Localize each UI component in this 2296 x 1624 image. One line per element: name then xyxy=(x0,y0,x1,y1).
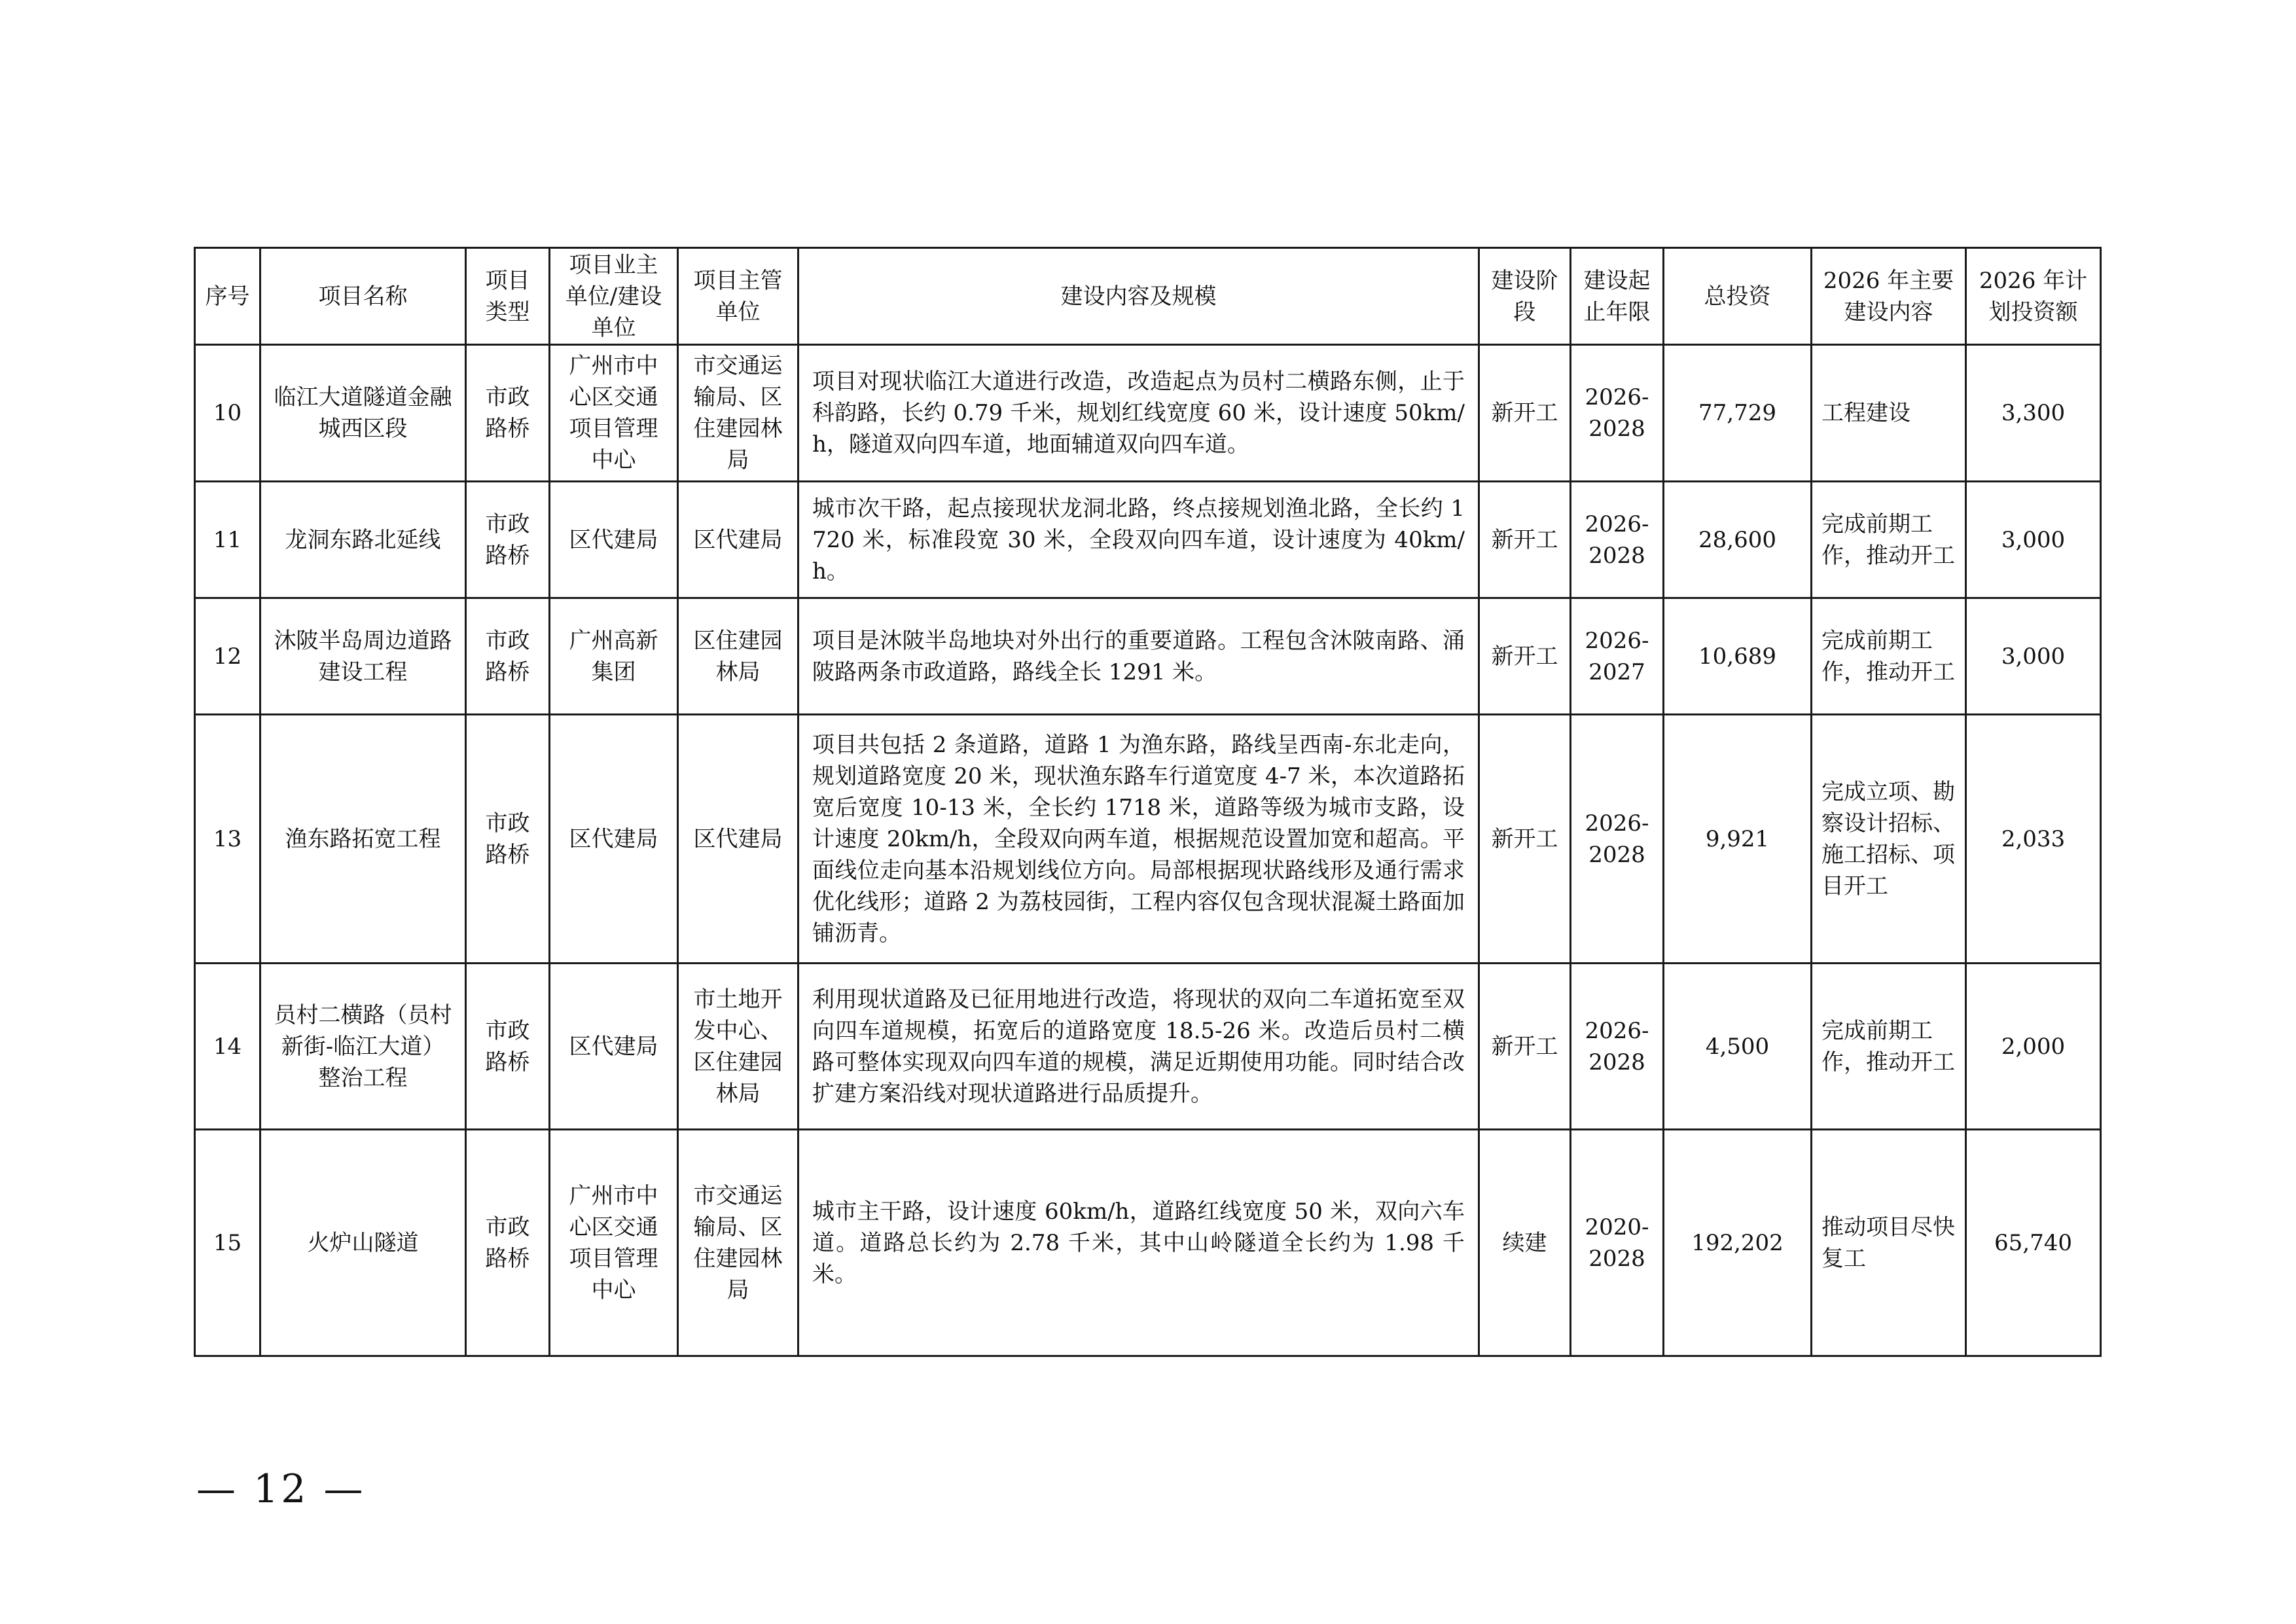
header-owner: 项目业主单位/建设单位 xyxy=(550,248,678,345)
cell-period: 2026-2028 xyxy=(1571,964,1664,1130)
cell-type: 市政路桥 xyxy=(466,482,550,598)
cell-seq: 10 xyxy=(195,345,260,482)
cell-investment: 10,689 xyxy=(1664,598,1812,715)
cell-period: 2020-2028 xyxy=(1571,1130,1664,1356)
cell-type: 市政路桥 xyxy=(466,598,550,715)
table-row xyxy=(195,715,2101,964)
cell-stage: 新开工 xyxy=(1479,345,1571,482)
cell-scope: 项目对现状临江大道进行改造，改造起点为员村二横路东侧，止于科韵路，长约 0.79 千米，规划红线宽度 60 米，设计速度 50km/h，隧道双向四车道，地面辅道双向四车道。 xyxy=(798,345,1479,482)
cell-stage: 新开工 xyxy=(1479,482,1571,598)
header-scope: 建设内容及规模 xyxy=(798,248,1479,345)
cell-name: 员村二横路（员村新街-临江大道）整治工程 xyxy=(260,964,466,1130)
cell-authority: 区代建局 xyxy=(678,482,798,598)
cell-owner: 区代建局 xyxy=(550,482,678,598)
cell-main-work: 完成立项、勘察设计招标、施工招标、项目开工 xyxy=(1812,715,1966,964)
cell-owner: 广州高新集团 xyxy=(550,598,678,715)
cell-stage: 新开工 xyxy=(1479,964,1571,1130)
cell-authority: 区住建园林局 xyxy=(678,598,798,715)
cell-investment: 9,921 xyxy=(1664,715,1812,964)
cell-type: 市政路桥 xyxy=(466,345,550,482)
cell-name: 渔东路拓宽工程 xyxy=(260,715,466,964)
header-period: 建设起止年限 xyxy=(1571,248,1664,345)
cell-main-work: 推动项目尽快复工 xyxy=(1812,1130,1966,1356)
cell-seq: 13 xyxy=(195,715,260,964)
cell-name: 临江大道隧道金融城西区段 xyxy=(260,345,466,482)
cell-period: 2026-2028 xyxy=(1571,345,1664,482)
cell-plan: 3,000 xyxy=(1966,482,2101,598)
header-investment: 总投资 xyxy=(1664,248,1812,345)
table-header-row xyxy=(195,248,2101,345)
cell-main-work: 完成前期工作，推动开工 xyxy=(1812,964,1966,1130)
table-row xyxy=(195,1130,2101,1356)
cell-main-work: 工程建设 xyxy=(1812,345,1966,482)
table-row xyxy=(195,482,2101,598)
table-row xyxy=(195,598,2101,715)
header-stage: 建设阶段 xyxy=(1479,248,1571,345)
cell-stage: 新开工 xyxy=(1479,715,1571,964)
cell-plan: 65,740 xyxy=(1966,1130,2101,1356)
table-row xyxy=(195,964,2101,1130)
header-type: 项目类型 xyxy=(466,248,550,345)
cell-scope: 利用现状道路及已征用地进行改造，将现状的双向二车道拓宽至双向四车道规模，拓宽后的道路宽度 18.5-26 米。改造后员村二横路可整体实现双向四车道的规模，满足近期使用功能。同时结合改扩建方案沿线对现状道路进行品质提升。 xyxy=(798,964,1479,1130)
table-row xyxy=(195,345,2101,482)
cell-owner: 区代建局 xyxy=(550,715,678,964)
cell-stage: 新开工 xyxy=(1479,598,1571,715)
cell-owner: 区代建局 xyxy=(550,964,678,1130)
header-name: 项目名称 xyxy=(260,248,466,345)
cell-plan: 3,000 xyxy=(1966,598,2101,715)
cell-investment: 77,729 xyxy=(1664,345,1812,482)
cell-authority: 市交通运输局、区住建园林局 xyxy=(678,1130,798,1356)
cell-period: 2026-2028 xyxy=(1571,715,1664,964)
cell-authority: 区代建局 xyxy=(678,715,798,964)
header-plan: 2026 年计划投资额 xyxy=(1966,248,2101,345)
cell-name: 火炉山隧道 xyxy=(260,1130,466,1356)
cell-name: 沐陂半岛周边道路建设工程 xyxy=(260,598,466,715)
cell-seq: 15 xyxy=(195,1130,260,1356)
cell-main-work: 完成前期工作，推动开工 xyxy=(1812,598,1966,715)
cell-authority: 市土地开发中心、区住建园林局 xyxy=(678,964,798,1130)
cell-scope: 城市主干路，设计速度 60km/h，道路红线宽度 50 米，双向六车道。道路总长约为 2.78 千米，其中山岭隧道全长约为 1.98 千米。 xyxy=(798,1130,1479,1356)
cell-scope: 项目共包括 2 条道路，道路 1 为渔东路，路线呈西南-东北走向，规划道路宽度 20 米，现状渔东路车行道宽度 4-7 米，本次道路拓宽后宽度 10-13 米，全长约 1718 米，道路等级为城市支路，设计速度 20km/h，全段双向两车道，根据规范设置加宽和超高。平面线位走向基本沿规划线位方向。局部根据现状路线形及通行需求优化线形；道路 2 为荔枝园街，工程内容仅包含现状混凝土路面加铺沥青。 xyxy=(798,715,1479,964)
header-seq: 序号 xyxy=(195,248,260,345)
cell-type: 市政路桥 xyxy=(466,1130,550,1356)
cell-owner: 广州市中心区交通项目管理中心 xyxy=(550,1130,678,1356)
cell-seq: 11 xyxy=(195,482,260,598)
cell-plan: 2,033 xyxy=(1966,715,2101,964)
cell-seq: 12 xyxy=(195,598,260,715)
cell-plan: 3,300 xyxy=(1966,345,2101,482)
cell-name: 龙洞东路北延线 xyxy=(260,482,466,598)
cell-main-work: 完成前期工作，推动开工 xyxy=(1812,482,1966,598)
header-authority: 项目主管单位 xyxy=(678,248,798,345)
cell-owner: 广州市中心区交通项目管理中心 xyxy=(550,345,678,482)
cell-seq: 14 xyxy=(195,964,260,1130)
cell-scope: 城市次干路，起点接现状龙洞北路，终点接规划渔北路，全长约 1720 米，标准段宽 30 米，全段双向四车道，设计速度为 40km/h。 xyxy=(798,482,1479,598)
cell-period: 2026-2028 xyxy=(1571,482,1664,598)
cell-period: 2026-2027 xyxy=(1571,598,1664,715)
cell-investment: 28,600 xyxy=(1664,482,1812,598)
header-main-work: 2026 年主要建设内容 xyxy=(1812,248,1966,345)
cell-scope: 项目是沐陂半岛地块对外出行的重要道路。工程包含沐陂南路、涌陂路两条市政道路，路线全长 1291 米。 xyxy=(798,598,1479,715)
page-number: — 12 — xyxy=(196,1466,366,1512)
cell-authority: 市交通运输局、区住建园林局 xyxy=(678,345,798,482)
project-table xyxy=(194,247,2102,1357)
cell-investment: 4,500 xyxy=(1664,964,1812,1130)
cell-plan: 2,000 xyxy=(1966,964,2101,1130)
cell-stage: 续建 xyxy=(1479,1130,1571,1356)
cell-investment: 192,202 xyxy=(1664,1130,1812,1356)
cell-type: 市政路桥 xyxy=(466,715,550,964)
cell-type: 市政路桥 xyxy=(466,964,550,1130)
